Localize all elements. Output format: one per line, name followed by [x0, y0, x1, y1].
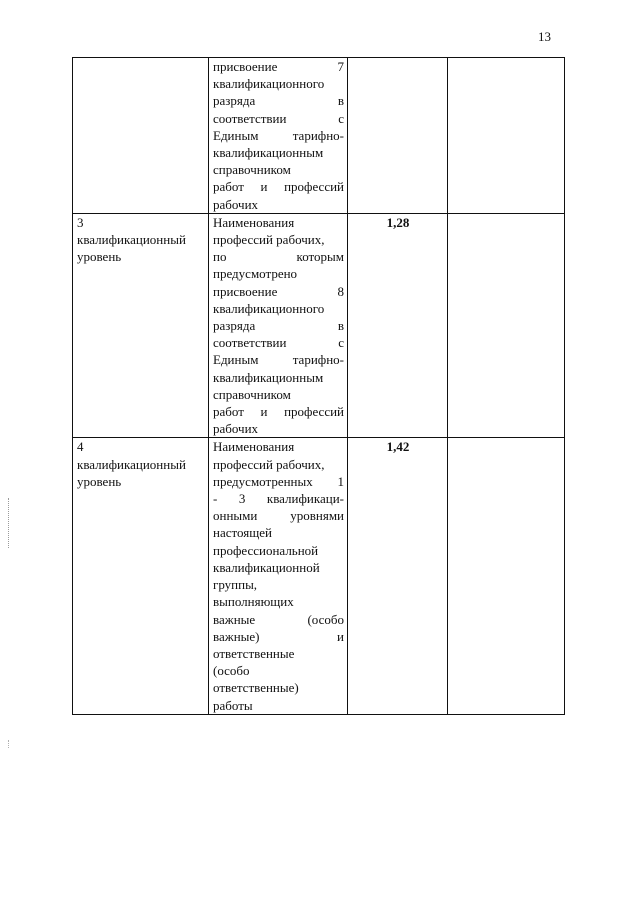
description-text: квалификационным — [213, 369, 324, 385]
description-text: Единым тарифно- — [213, 127, 344, 143]
level-text: 4 — [77, 439, 84, 455]
description-text: Единым тарифно- — [213, 352, 344, 368]
description-cell — [209, 213, 348, 438]
description-text: справочником — [213, 162, 291, 178]
description-text: справочником — [213, 386, 291, 402]
description-text: по которым — [213, 249, 344, 265]
description-text: соответствии с — [213, 110, 344, 126]
table-row — [73, 58, 565, 214]
level-cell — [73, 58, 209, 214]
description-text: разряда в — [213, 318, 344, 334]
description-text: рабочих — [213, 421, 259, 437]
description-text: онными уровнями — [213, 508, 344, 524]
description-text: группы, — [213, 577, 258, 593]
description-text: (особо — [213, 663, 250, 679]
description-text: важные (особо — [213, 611, 344, 627]
description-text: профессиональной — [213, 542, 319, 558]
description-text: предусмотренных 1 — [213, 473, 344, 489]
description-text: работы — [213, 697, 253, 713]
table-row — [73, 213, 565, 438]
description-text: настоящей — [213, 525, 272, 541]
qualification-table — [72, 57, 565, 715]
description-text: присвоение 7 — [213, 59, 344, 74]
page-number: 13 — [538, 29, 551, 44]
description-text: профессий рабочих, — [213, 232, 325, 248]
description-cell — [209, 58, 348, 214]
level-cell — [73, 213, 209, 438]
description-text: предусмотрено — [213, 266, 298, 282]
margin-scan-marks — [8, 498, 12, 548]
note-cell — [448, 438, 565, 714]
level-text: квалификационный — [77, 456, 186, 472]
description-text: работ и профессий — [213, 404, 344, 420]
coefficient-cell: 1,42 — [348, 438, 448, 714]
description-text: Наименования — [213, 439, 295, 455]
description-text: ответственные) — [213, 680, 299, 696]
description-text: профессий рабочих, — [213, 456, 325, 472]
description-text: работ и профессий — [213, 179, 344, 195]
description-text: рабочих — [213, 196, 259, 212]
margin-scan-dot — [8, 740, 11, 748]
description-text: соответствии с — [213, 335, 344, 351]
description-text: разряда в — [213, 93, 344, 109]
description-text: важные) и — [213, 628, 344, 644]
level-text: уровень — [77, 249, 122, 265]
level-text: уровень — [77, 473, 122, 489]
description-text: выполняющих — [213, 594, 294, 610]
level-text: квалификационный — [77, 232, 186, 248]
coefficient-cell: 1,28 — [348, 213, 448, 438]
description-cell — [209, 438, 348, 714]
level-cell — [73, 438, 209, 714]
description-text: ответственные — [213, 645, 295, 661]
note-cell — [448, 213, 565, 438]
description-text: присвоение 8 — [213, 283, 344, 299]
note-cell — [448, 58, 565, 214]
description-text: - 3 квалификаци- — [213, 491, 344, 507]
description-text: квалификационного — [213, 76, 325, 92]
description-text: квалификационного — [213, 300, 325, 316]
description-text: Наименования — [213, 214, 295, 230]
table-row — [73, 438, 565, 714]
coefficient-cell — [348, 58, 448, 214]
description-text: квалификационной — [213, 559, 320, 575]
description-text: квалификационным — [213, 145, 324, 161]
level-text: 3 — [77, 214, 84, 230]
